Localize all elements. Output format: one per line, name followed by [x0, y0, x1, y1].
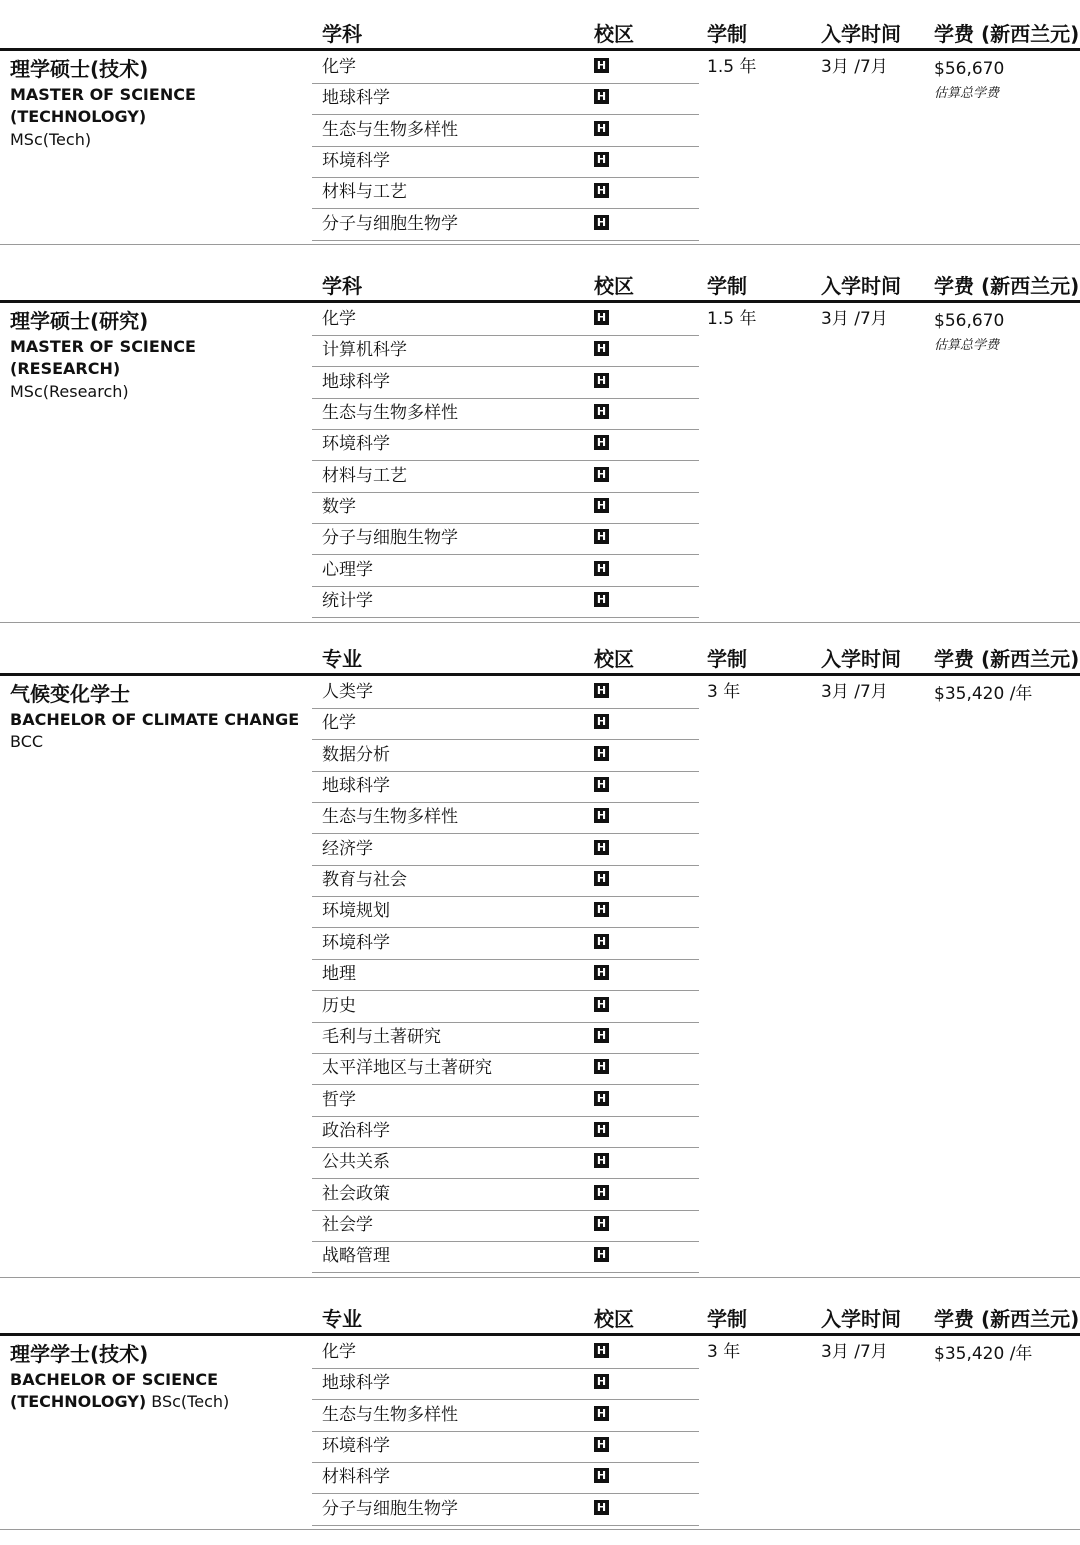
subject-name: 环境规划	[322, 901, 390, 922]
subject-name: 地球科学	[322, 776, 390, 797]
subject-name: 地球科学	[322, 88, 390, 109]
subject-name: 材料与工艺	[322, 182, 407, 203]
campus-h-icon: H	[594, 529, 609, 544]
programme-section	[0, 0, 1080, 260]
subject-row	[312, 398, 699, 430]
degree-abbr: MSc(Tech)	[10, 130, 92, 149]
subject-row	[312, 115, 699, 147]
intake-value: 3月 /7月	[821, 1342, 888, 1362]
fee-value: $35,420 /年	[934, 1344, 1033, 1364]
campus-h-icon: H	[594, 1185, 609, 1200]
header-subject: 专业	[322, 647, 362, 671]
degree-title-zh: 气候变化学士	[10, 682, 130, 706]
degree-name-en: BACHELOR OF CLIMATE CHANGE	[10, 710, 300, 729]
subject-row	[312, 586, 699, 618]
header-fee: 学费 (新西兰元)	[934, 647, 1080, 671]
degree-info	[10, 1339, 310, 1413]
subject-name: 地球科学	[322, 1373, 390, 1394]
subject-row	[312, 1241, 699, 1273]
header-subject: 专业	[322, 1307, 362, 1331]
degree-abbr: MSc(Research)	[10, 382, 129, 401]
campus-h-icon: H	[594, 152, 609, 167]
header-rule	[0, 1333, 1080, 1336]
header-fee: 学费 (新西兰元)	[934, 274, 1080, 298]
campus-h-icon: H	[594, 341, 609, 356]
fee-note: 估算总学费	[934, 338, 1000, 353]
degree-title-en	[10, 1369, 310, 1413]
header-duration: 学制	[707, 22, 747, 46]
duration-value: 3 年	[707, 1342, 741, 1362]
campus-h-icon: H	[594, 467, 609, 482]
subject-row	[312, 928, 699, 960]
subject-row	[312, 304, 699, 336]
subject-row	[312, 1022, 699, 1054]
degree-info	[10, 679, 310, 753]
subject-row	[312, 146, 699, 178]
campus-h-icon: H	[594, 840, 609, 855]
campus-h-icon: H	[594, 965, 609, 980]
intake-value: 3月 /7月	[821, 57, 888, 77]
campus-h-icon: H	[594, 808, 609, 823]
subject-name: 数据分析	[322, 744, 390, 765]
subject-row	[312, 1053, 699, 1085]
section-divider	[0, 622, 1080, 623]
section-divider	[0, 1277, 1080, 1278]
campus-h-icon: H	[594, 777, 609, 792]
header-intake: 入学时间	[821, 22, 901, 46]
subject-name: 太平洋地区与土著研究	[322, 1058, 492, 1079]
subject-row	[312, 740, 699, 772]
subject-row	[312, 83, 699, 115]
subject-name: 化学	[322, 1342, 356, 1362]
subject-name: 教育与社会	[322, 870, 407, 891]
campus-h-icon: H	[594, 714, 609, 729]
campus-h-icon: H	[594, 58, 609, 73]
campus-h-icon: H	[594, 1374, 609, 1389]
degree-info	[10, 306, 310, 404]
subject-row	[312, 708, 699, 740]
header-subject: 学科	[322, 22, 362, 46]
table-header	[0, 625, 1080, 675]
subject-name: 人类学	[322, 682, 373, 702]
subject-row	[312, 555, 699, 587]
degree-abbr-inline: BSc(Tech)	[146, 1392, 230, 1411]
campus-h-icon: H	[594, 1500, 609, 1515]
degree-title-zh: 理学学士(技术)	[10, 1342, 149, 1366]
campus-h-icon: H	[594, 89, 609, 104]
subject-name: 分子与细胞生物学	[322, 1498, 458, 1519]
subject-row	[312, 1400, 699, 1432]
subject-name: 环境科学	[322, 151, 390, 172]
table-header	[0, 1285, 1080, 1335]
subject-row	[312, 367, 699, 399]
campus-h-icon: H	[594, 1091, 609, 1106]
subject-row	[312, 1147, 699, 1179]
header-intake: 入学时间	[821, 647, 901, 671]
subject-name: 历史	[322, 995, 356, 1016]
subject-name: 化学	[322, 713, 356, 734]
subject-name: 生态与生物多样性	[322, 1404, 458, 1425]
subject-row	[312, 1085, 699, 1117]
degree-name-en: MASTER OF SCIENCE (TECHNOLOGY)	[10, 85, 196, 126]
campus-h-icon: H	[594, 1247, 609, 1262]
subject-name: 分子与细胞生物学	[322, 528, 458, 549]
programme-section	[0, 1285, 1080, 1545]
subject-row	[312, 1494, 699, 1526]
subject-row	[312, 1431, 699, 1463]
campus-h-icon: H	[594, 1028, 609, 1043]
fee-note: 估算总学费	[934, 86, 1000, 101]
header-rule	[0, 48, 1080, 51]
fee-value: $56,670	[934, 311, 1005, 331]
subject-row	[312, 429, 699, 461]
header-campus: 校区	[594, 22, 634, 46]
header-duration: 学制	[707, 647, 747, 671]
campus-h-icon: H	[594, 997, 609, 1012]
campus-h-icon: H	[594, 1437, 609, 1452]
header-subject: 学科	[322, 274, 362, 298]
header-campus: 校区	[594, 1307, 634, 1331]
header-intake: 入学时间	[821, 274, 901, 298]
subject-row	[312, 335, 699, 367]
campus-h-icon: H	[594, 746, 609, 761]
header-rule	[0, 300, 1080, 303]
campus-h-icon: H	[594, 373, 609, 388]
campus-h-icon: H	[594, 498, 609, 513]
campus-h-icon: H	[594, 871, 609, 886]
subject-name: 材料与工艺	[322, 465, 407, 486]
subject-name: 公共关系	[322, 1152, 390, 1173]
subject-row	[312, 802, 699, 834]
degree-abbr-inline: BCC	[10, 732, 44, 751]
campus-h-icon: H	[594, 1153, 609, 1168]
subject-name: 政治科学	[322, 1120, 390, 1141]
subject-name: 环境科学	[322, 932, 390, 953]
campus-h-icon: H	[594, 561, 609, 576]
programme-section	[0, 252, 1080, 638]
degree-title-zh: 理学硕士(研究)	[10, 309, 149, 333]
header-fee: 学费 (新西兰元)	[934, 1307, 1080, 1331]
fee-value: $35,420 /年	[934, 684, 1033, 704]
campus-h-icon: H	[594, 310, 609, 325]
subject-row	[312, 523, 699, 555]
subject-row	[312, 1116, 699, 1148]
campus-h-icon: H	[594, 1406, 609, 1421]
subject-name: 毛利与土著研究	[322, 1026, 441, 1047]
programme-section	[0, 625, 1080, 1293]
subject-name: 生态与生物多样性	[322, 403, 458, 424]
campus-h-icon: H	[594, 1122, 609, 1137]
subject-row	[312, 492, 699, 524]
degree-name-en: BACHELOR OF SCIENCE (TECHNOLOGY)	[10, 1370, 219, 1411]
subject-row	[312, 771, 699, 803]
subject-row	[312, 209, 699, 241]
campus-h-icon: H	[594, 1343, 609, 1358]
section-divider	[0, 244, 1080, 245]
campus-h-icon: H	[594, 183, 609, 198]
campus-h-icon: H	[594, 934, 609, 949]
campus-h-icon: H	[594, 1059, 609, 1074]
subject-name: 环境科学	[322, 1436, 390, 1457]
subject-row	[312, 991, 699, 1023]
subject-name: 分子与细胞生物学	[322, 213, 458, 234]
subject-row	[312, 834, 699, 866]
header-rule	[0, 673, 1080, 676]
campus-h-icon: H	[594, 121, 609, 136]
header-duration: 学制	[707, 274, 747, 298]
subject-name: 材料科学	[322, 1467, 390, 1488]
subject-name: 生态与生物多样性	[322, 807, 458, 828]
campus-h-icon: H	[594, 592, 609, 607]
degree-title-en	[10, 84, 310, 128]
intake-value: 3月 /7月	[821, 682, 888, 702]
section-divider	[0, 1529, 1080, 1530]
campus-h-icon: H	[594, 1468, 609, 1483]
subject-name: 战略管理	[322, 1246, 390, 1267]
header-campus: 校区	[594, 274, 634, 298]
subject-row	[312, 896, 699, 928]
duration-value: 1.5 年	[707, 309, 757, 329]
subject-row	[312, 1337, 699, 1369]
subject-row	[312, 177, 699, 209]
campus-h-icon: H	[594, 902, 609, 917]
subject-name: 化学	[322, 309, 356, 329]
campus-h-icon: H	[594, 683, 609, 698]
subject-name: 环境科学	[322, 434, 390, 455]
subject-row	[312, 52, 699, 84]
duration-value: 3 年	[707, 682, 741, 702]
intake-value: 3月 /7月	[821, 309, 888, 329]
subject-name: 化学	[322, 57, 356, 77]
header-duration: 学制	[707, 1307, 747, 1331]
subject-name: 心理学	[322, 559, 373, 580]
degree-info	[10, 54, 310, 152]
degree-title-en	[10, 709, 310, 753]
duration-value: 1.5 年	[707, 57, 757, 77]
subject-row	[312, 677, 699, 709]
subject-name: 社会学	[322, 1214, 373, 1235]
subject-name: 生态与生物多样性	[322, 119, 458, 140]
header-campus: 校区	[594, 647, 634, 671]
subject-name: 地球科学	[322, 371, 390, 392]
subject-row	[312, 1210, 699, 1242]
degree-title-zh: 理学硕士(技术)	[10, 57, 149, 81]
subject-name: 统计学	[322, 591, 373, 612]
campus-h-icon: H	[594, 1216, 609, 1231]
degree-name-en: MASTER OF SCIENCE (RESEARCH)	[10, 337, 196, 378]
degree-title-en	[10, 336, 310, 380]
table-header	[0, 0, 1080, 50]
subject-row	[312, 1368, 699, 1400]
subject-name: 经济学	[322, 838, 373, 859]
campus-h-icon: H	[594, 404, 609, 419]
campus-h-icon: H	[594, 435, 609, 450]
campus-h-icon: H	[594, 215, 609, 230]
subject-row	[312, 865, 699, 897]
subject-row	[312, 461, 699, 493]
subject-row	[312, 1462, 699, 1494]
fee-value: $56,670	[934, 59, 1005, 79]
subject-row	[312, 959, 699, 991]
header-intake: 入学时间	[821, 1307, 901, 1331]
subject-name: 哲学	[322, 1089, 356, 1110]
subject-name: 计算机科学	[322, 340, 407, 361]
subject-name: 地理	[322, 964, 356, 985]
subject-name: 数学	[322, 497, 356, 518]
subject-name: 社会政策	[322, 1183, 390, 1204]
header-fee: 学费 (新西兰元)	[934, 22, 1080, 46]
subject-row	[312, 1179, 699, 1211]
table-header	[0, 252, 1080, 302]
